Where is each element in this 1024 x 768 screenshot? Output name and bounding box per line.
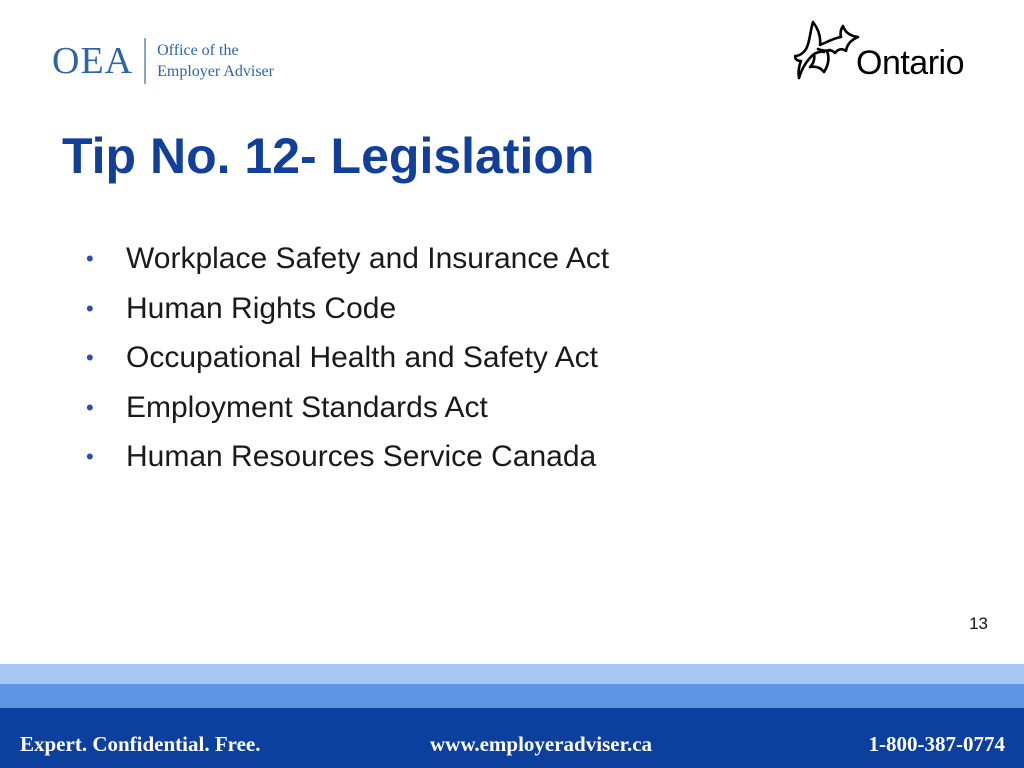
oea-logo-divider [144,38,146,84]
trillium-icon [794,20,860,82]
list-item [86,432,609,482]
footer-url: www.employeradviser.ca [430,732,653,756]
oea-logo [52,36,274,86]
bullet-text: Occupational Health and Safety Act [126,341,598,374]
list-item [86,234,609,284]
oea-logo-mark: OEA [52,40,134,82]
ontario-wordmark: Ontario [856,44,964,82]
bullet-icon: • [86,345,94,370]
footer-tagline: Expert. Confidential. Free. [20,732,261,756]
footer-band-light [0,664,1024,684]
bullet-icon: • [86,444,94,469]
bullet-text: Workplace Safety and Insurance Act [126,242,610,275]
bullet-icon: • [86,394,94,420]
bullet-icon: • [86,246,94,271]
list-item [86,284,609,334]
page-number: 13 [969,614,988,633]
bullet-text: Human Rights Code [126,291,397,325]
oea-logo-name-line2: Employer Adviser [157,63,274,80]
slide-title: Tip No. 12- Legislation [62,128,595,184]
oea-logo-name [157,40,274,82]
footer-band-mid [0,684,1024,708]
oea-logo-name-line1: Office of the [157,42,239,59]
ontario-logo [794,20,984,86]
bullet-icon: • [86,295,94,321]
bullet-list [86,234,609,482]
footer-phone: 1-800-387-0774 [868,732,1005,756]
list-item [86,383,609,433]
footer-bar [0,708,1024,768]
list-item [86,333,609,383]
bullet-text: Employment Standards Act [126,390,488,424]
bullet-text: Human Resources Service Canada [126,440,597,473]
